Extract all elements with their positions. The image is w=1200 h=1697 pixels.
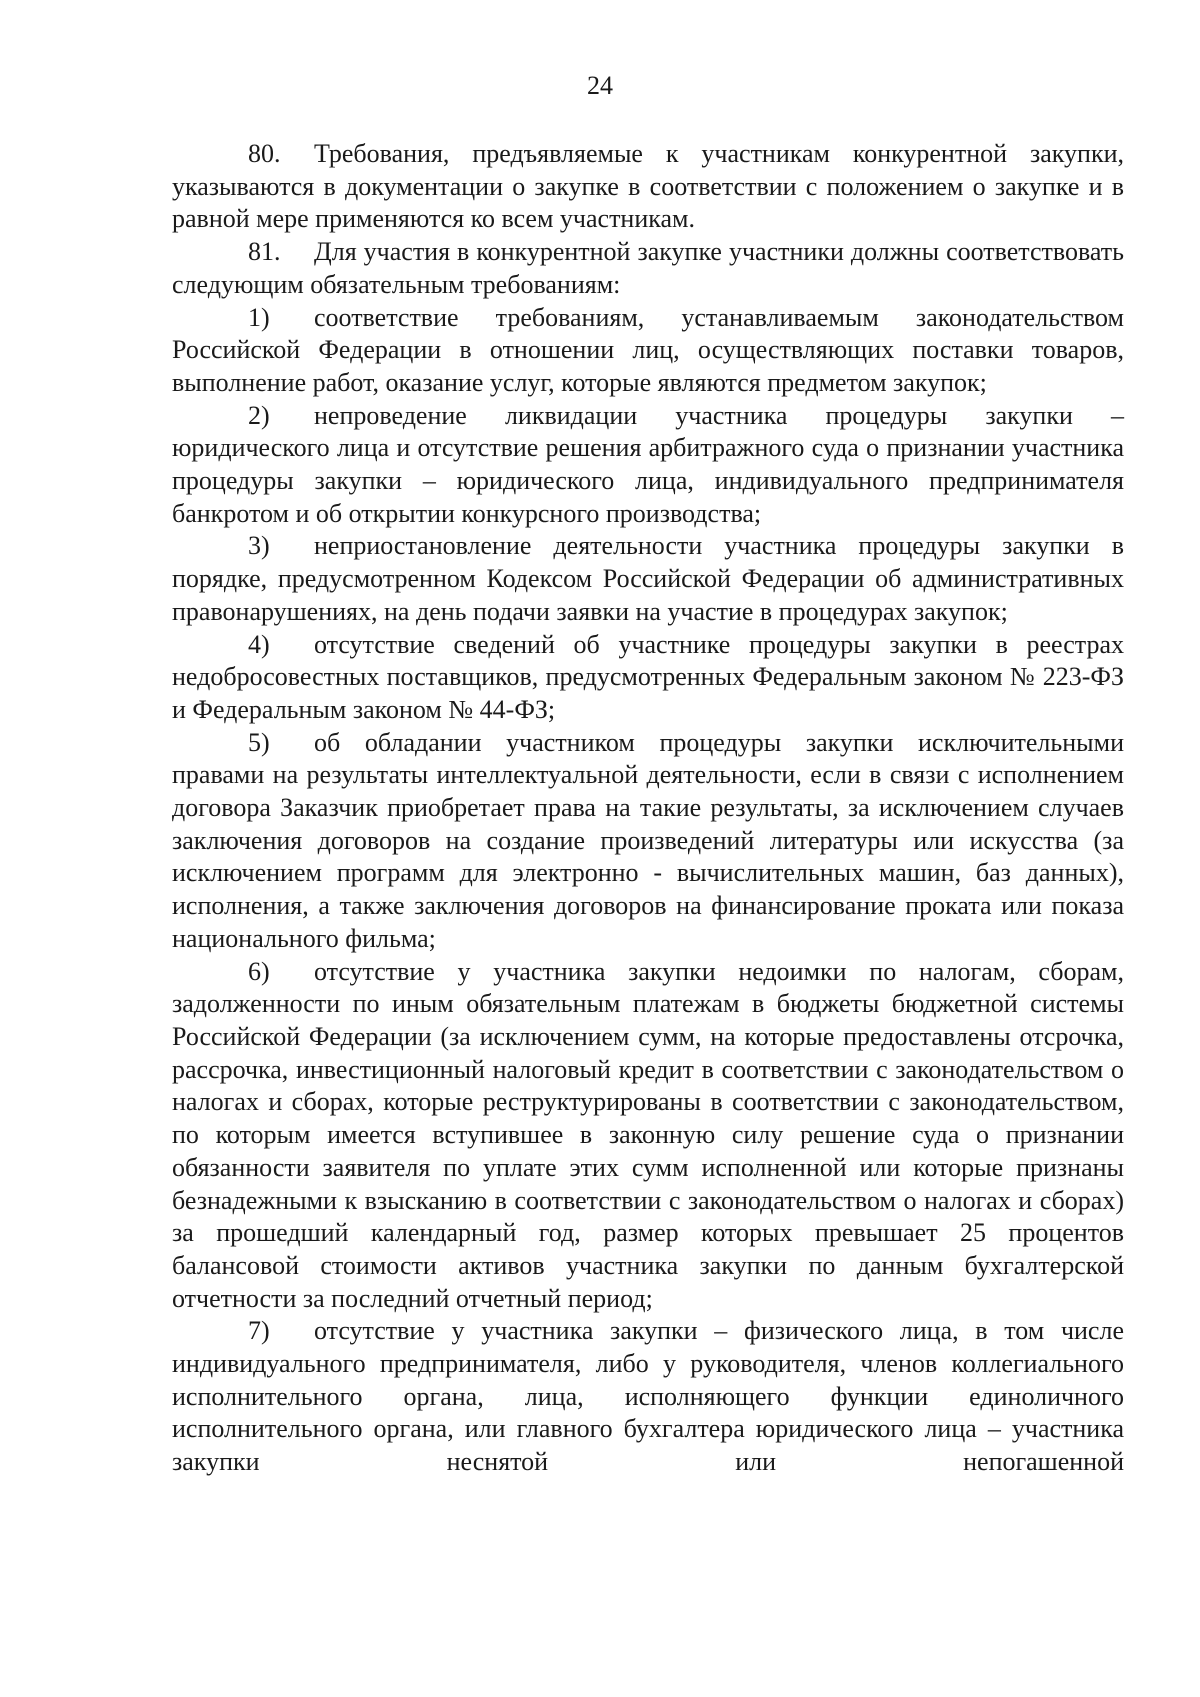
requirement-item-4 [172, 629, 1124, 727]
paragraph-number: 80. [248, 139, 281, 168]
paragraph-80 [172, 138, 1124, 236]
item-text: соответствие требованиям, устанавливаемым законодательством Российской Федерации в отношении лиц, осуществляющих поставки товаров, выполнение работ, оказание услуг, которые являются предметом закупок; [172, 302, 1124, 397]
item-number: 5) [248, 727, 270, 757]
item-number: 2) [248, 400, 270, 430]
paragraph-number: 81. [248, 237, 281, 267]
item-text: отсутствие у участника закупки недоимки по налогам, сборам, задолженности по иным обязательным платежам в бюджеты бюджетной системы Российской Федерации (за исключением сумм, на которые предоставлены отсрочка, рассрочка, инвестиционный налоговый кредит в соответствии с законодательством о налогах и сборах, которые реструктурированы в соответствии с законодательством, по которым имеется вступившее в законную силу решение суда о признании обязанности заявителя по уплате этих сумм исполненной или которые признаны безнадежными к взысканию в соответствии с законодательством о налогах и сборах) за прошедший календарный год, размер которых превышает 25 процентов балансовой стоимости активов участника закупки по данным бухгалтерской отчетности за последний отчетный период; [172, 956, 1124, 1313]
requirement-item-1 [172, 302, 1124, 400]
item-number: 6) [248, 956, 270, 986]
requirement-item-3 [172, 530, 1124, 628]
item-text: об обладании участником процедуры закупки исключительными правами на результаты интеллектуальной деятельности, если в связи с исполнением договора Заказчик приобретает права на такие результаты, за исключением случаев заключения договоров на создание произведений литературы или искусства (за исключением программ для электронно - вычислительных машин, баз данных), исполнения, а также заключения договоров на финансирование проката или показа национального фильма; [172, 727, 1124, 953]
page-number: 24 [587, 71, 613, 100]
paragraph-81 [172, 236, 1124, 301]
item-number: 3) [248, 531, 270, 561]
item-number: 7) [248, 1316, 270, 1346]
item-text: неприостановление деятельности участника процедуры закупки в порядке, предусмотренном Кодексом Российской Федерации об административных правонарушениях, на день подачи заявки на участие в процедурах закупок; [172, 531, 1124, 626]
item-number: 1) [248, 302, 270, 332]
requirement-item-2 [172, 400, 1124, 531]
paragraph-text: Для участия в конкурентной закупке участники должны соответствовать следующим обязательным требованиям: [172, 237, 1124, 299]
document-body [172, 138, 1124, 1479]
requirement-item-7 [172, 1315, 1124, 1479]
item-text: отсутствие у участника закупки – физического лица, в том числе индивидуального предпринимателя, либо у руководителя, членов коллегиального исполнительного органа, лица, исполняющего функции единоличного исполнительного органа, или главного бухгалтера юридического лица – участника закупки неснятой или непогашенной [172, 1316, 1124, 1477]
requirement-item-6 [172, 956, 1124, 1316]
item-number: 4) [248, 629, 270, 659]
item-text: непроведение ликвидации участника процедуры закупки – юридического лица и отсутствие решения арбитражного суда о признании участника процедуры закупки – юридического лица, индивидуального предпринимателя банкротом и об открытии конкурсного производства; [172, 400, 1124, 528]
item-text: отсутствие сведений об участнике процедуры закупки в реестрах недобросовестных поставщиков, предусмотренных Федеральным законом № 223-ФЗ и Федеральным законом № 44-ФЗ; [172, 629, 1124, 724]
paragraph-text: Требования, предъявляемые к участникам конкурентной закупки, указываются в документации о закупке в соответствии с положением о закупке и в равной мере применяются ко всем участникам. [172, 139, 1124, 234]
requirement-item-5 [172, 727, 1124, 956]
